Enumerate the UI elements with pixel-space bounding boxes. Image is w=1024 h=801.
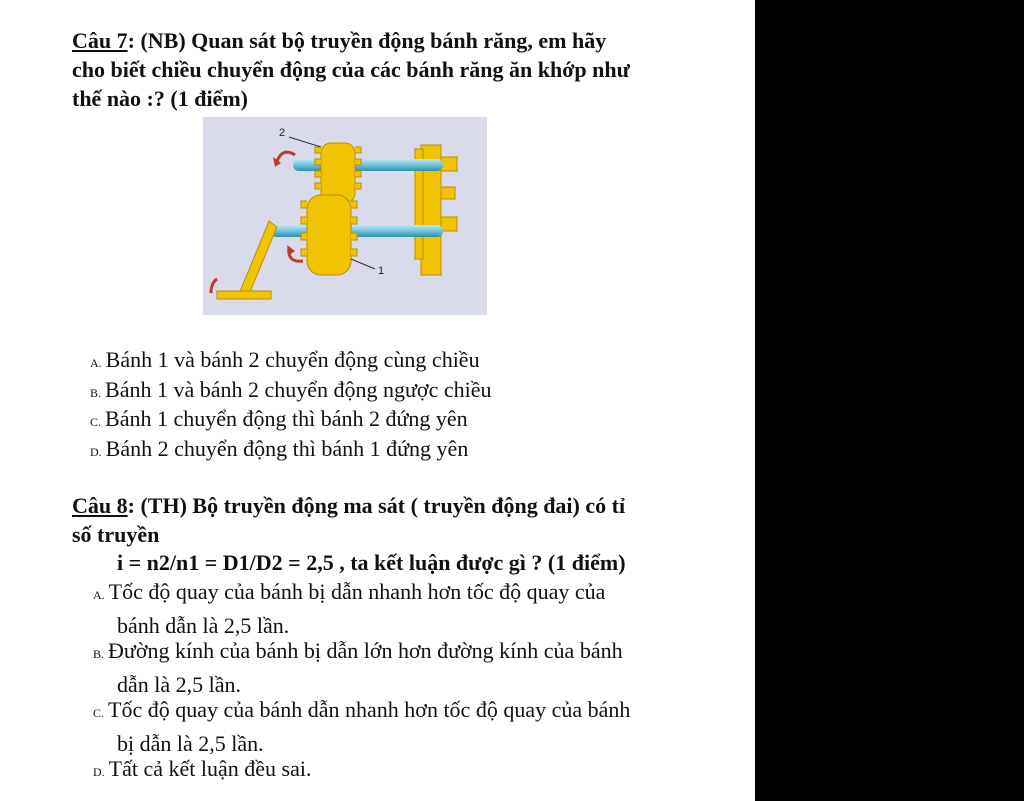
question-8-heading (72, 491, 722, 549)
question-8-number: Câu 8 (72, 493, 128, 518)
option-text: Bánh 2 chuyển động thì bánh 1 đứng yên (105, 436, 469, 461)
gear-transmission-figure (203, 117, 487, 315)
question-7-heading (72, 26, 732, 113)
question-8-formula: i = n2/n1 = D1/D2 = 2,5 , ta kết luận được gì ? (1 điểm) (117, 550, 626, 575)
option-text-line2: bánh dẫn là 2,5 lần. (117, 612, 290, 638)
question-7-text-line1: : (NB) Quan sát bộ truyền động bánh răng, em hãy (127, 28, 607, 53)
option-text: Bánh 1 chuyển động thì bánh 2 đứng yên (105, 406, 468, 431)
question-8-option-a[interactable] (93, 577, 725, 640)
option-letter: A. (90, 356, 102, 370)
question-8-option-b[interactable] (93, 636, 725, 699)
option-text-line2: bị dẫn là 2,5 lần. (117, 730, 264, 756)
option-letter: D. (93, 765, 105, 779)
option-letter: B. (90, 386, 102, 400)
black-margin-band (755, 0, 1024, 801)
option-letter: C. (90, 415, 102, 429)
option-text: Bánh 1 và bánh 2 chuyển động ngược chiều (105, 377, 492, 402)
option-text-line2: dẫn là 2,5 lần. (117, 671, 242, 697)
option-text: Bánh 1 và bánh 2 chuyển động cùng chiều (105, 347, 480, 372)
option-letter: C. (93, 706, 105, 720)
question-7-option-c[interactable] (90, 404, 468, 438)
option-text-line1: Đường kính của bánh bị dẫn lớn hơn đường kính của bánh (108, 638, 623, 663)
option-text-line1: Tốc độ quay của bánh dẫn nhanh hơn tốc độ quay của bánh (108, 697, 631, 722)
option-letter: B. (93, 647, 105, 661)
figure-label-2: 2 (279, 127, 286, 139)
option-letter: A. (93, 588, 105, 602)
option-letter: D. (90, 445, 102, 459)
gear-2 (315, 143, 361, 203)
figure-label-1: 1 (378, 265, 385, 277)
question-7-number: Câu 7 (72, 28, 128, 53)
option-text-line1: Tốc độ quay của bánh bị dẫn nhanh hơn tốc độ quay của (108, 579, 606, 604)
gear-1 (301, 195, 357, 275)
question-8-text-line1: : (TH) Bộ truyền động ma sát ( truyền động đai) có tỉ (127, 493, 626, 518)
question-7-text-line3: thế nào :? (1 điểm) (72, 86, 248, 111)
question-8-option-d[interactable] (93, 754, 725, 788)
question-8-option-c[interactable] (93, 695, 725, 758)
question-7-option-d[interactable] (90, 434, 468, 468)
question-7-option-a[interactable] (90, 345, 480, 379)
option-text-line1: Tất cả kết luận đều sai. (108, 756, 312, 781)
question-7-text-line2: cho biết chiều chuyển động của các bánh răng ăn khớp như (72, 57, 630, 82)
question-8-text-line2: số truyền (72, 522, 160, 547)
